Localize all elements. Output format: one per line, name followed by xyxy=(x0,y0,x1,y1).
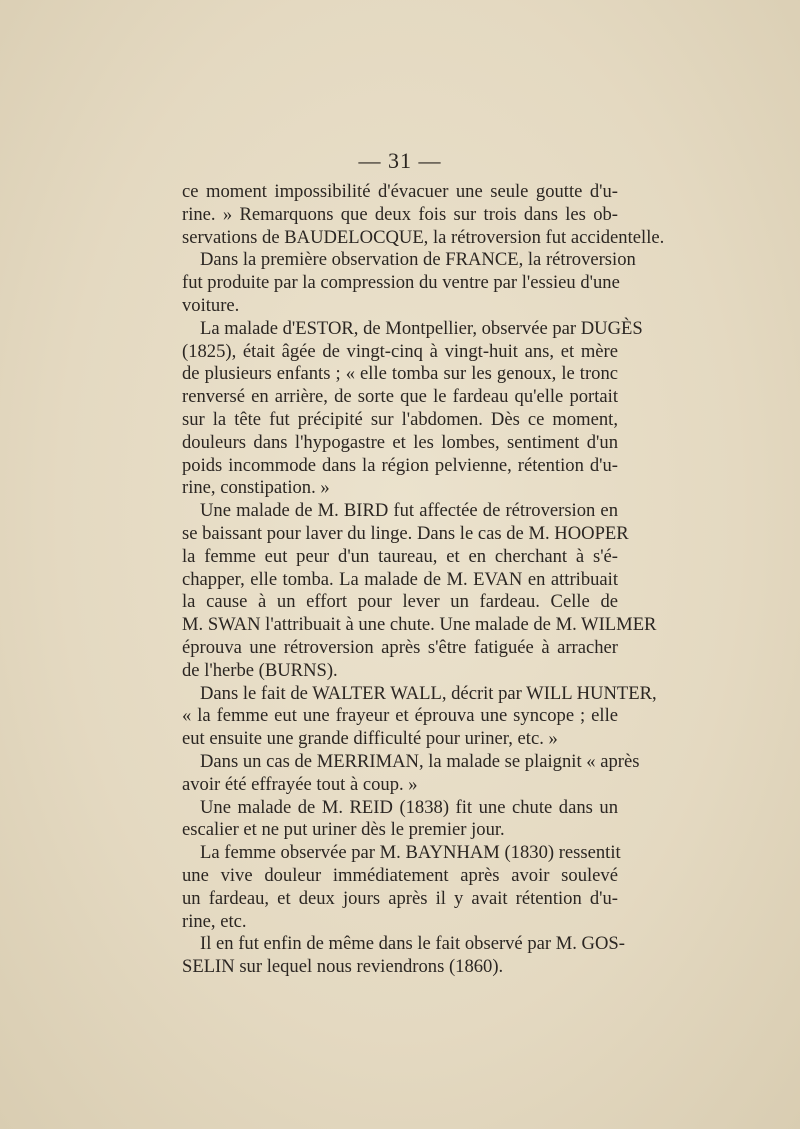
text-line: se baissant pour laver du linge. Dans le cas de M. HOOPER xyxy=(182,522,629,544)
page-number: — 31 — xyxy=(358,148,442,173)
text-line: « la femme eut une frayeur et éprouva une syncope ; elle xyxy=(182,705,618,727)
text-line: renversé en arrière, de sorte que le fardeau qu'elle portait xyxy=(182,386,618,408)
text-line: ce moment impossibilité d'évacuer une seule goutte d'u- xyxy=(182,181,618,202)
text-line: SELIN sur lequel nous reviendrons (1860). xyxy=(182,956,504,978)
text-line: la femme eut peur d'un taureau, et en cherchant à s'é- xyxy=(182,545,618,567)
text-line: un fardeau, et deux jours après il y avait rétention d'u- xyxy=(182,887,618,909)
text-line: chapper, elle tomba. La malade de M. EVAN en attribuait xyxy=(182,568,618,590)
body-text xyxy=(182,181,665,979)
text-line: (1825), était âgée de vingt-cinq à vingt-huit ans, et mère xyxy=(182,340,618,362)
text-line: Une malade de M. BIRD fut affectée de rétroversion en xyxy=(200,500,618,522)
text-line: sur la tête fut précipité sur l'abdomen. Dès ce moment, xyxy=(182,408,618,430)
text-line: La malade d'ESTOR, de Montpellier, observée par DUGÈS xyxy=(200,317,643,339)
text-line: escalier et ne put uriner dès le premier jour. xyxy=(182,819,505,841)
text-line: avoir été effrayée tout à coup. » xyxy=(182,773,418,795)
text-line: fut produite par la compression du ventre par l'essieu d'une xyxy=(182,272,620,294)
text-line: de plusieurs enfants ; « elle tomba sur les genoux, le tronc xyxy=(182,363,618,385)
text-line: rine, etc. xyxy=(182,910,247,932)
text-line: Dans la première observation de FRANCE, la rétroversion xyxy=(200,249,636,271)
text-line: La femme observée par M. BAYNHAM (1830) ressentit xyxy=(200,842,621,864)
text-line: une vive douleur immédiatement après avoir soulevé xyxy=(182,864,618,886)
text-line: la cause à un effort pour lever un fardeau. Celle de xyxy=(182,591,618,613)
text-line: Dans un cas de MERRIMAN, la malade se plaignit « après xyxy=(200,750,640,772)
text-line: de l'herbe (BURNS). xyxy=(182,659,338,681)
text-line: voiture. xyxy=(182,294,240,316)
text-line: rine. » Remarquons que deux fois sur trois dans les ob- xyxy=(182,203,618,225)
text-line: Dans le fait de WALTER WALL, décrit par WILL HUNTER, xyxy=(200,682,657,704)
text-line: poids incommode dans la région pelvienne, rétention d'u- xyxy=(182,454,618,476)
text-line: rine, constipation. » xyxy=(182,477,330,499)
text-line: Une malade de M. REID (1838) fit une chute dans un xyxy=(200,796,618,818)
text-line: eut ensuite une grande difficulté pour uriner, etc. » xyxy=(182,728,558,750)
text-line: Il en fut enfin de même dans le fait observé par M. GOS- xyxy=(200,933,625,955)
text-line: éprouva une rétroversion après s'être fatiguée à arracher xyxy=(182,636,618,658)
text-line: M. SWAN l'attribuait à une chute. Une malade de M. WILMER xyxy=(182,614,657,636)
text-line: douleurs dans l'hypogastre et les lombes, sentiment d'un xyxy=(182,431,618,453)
text-line: servations de BAUDELOCQUE, la rétroversion fut accidentelle. xyxy=(182,226,665,248)
